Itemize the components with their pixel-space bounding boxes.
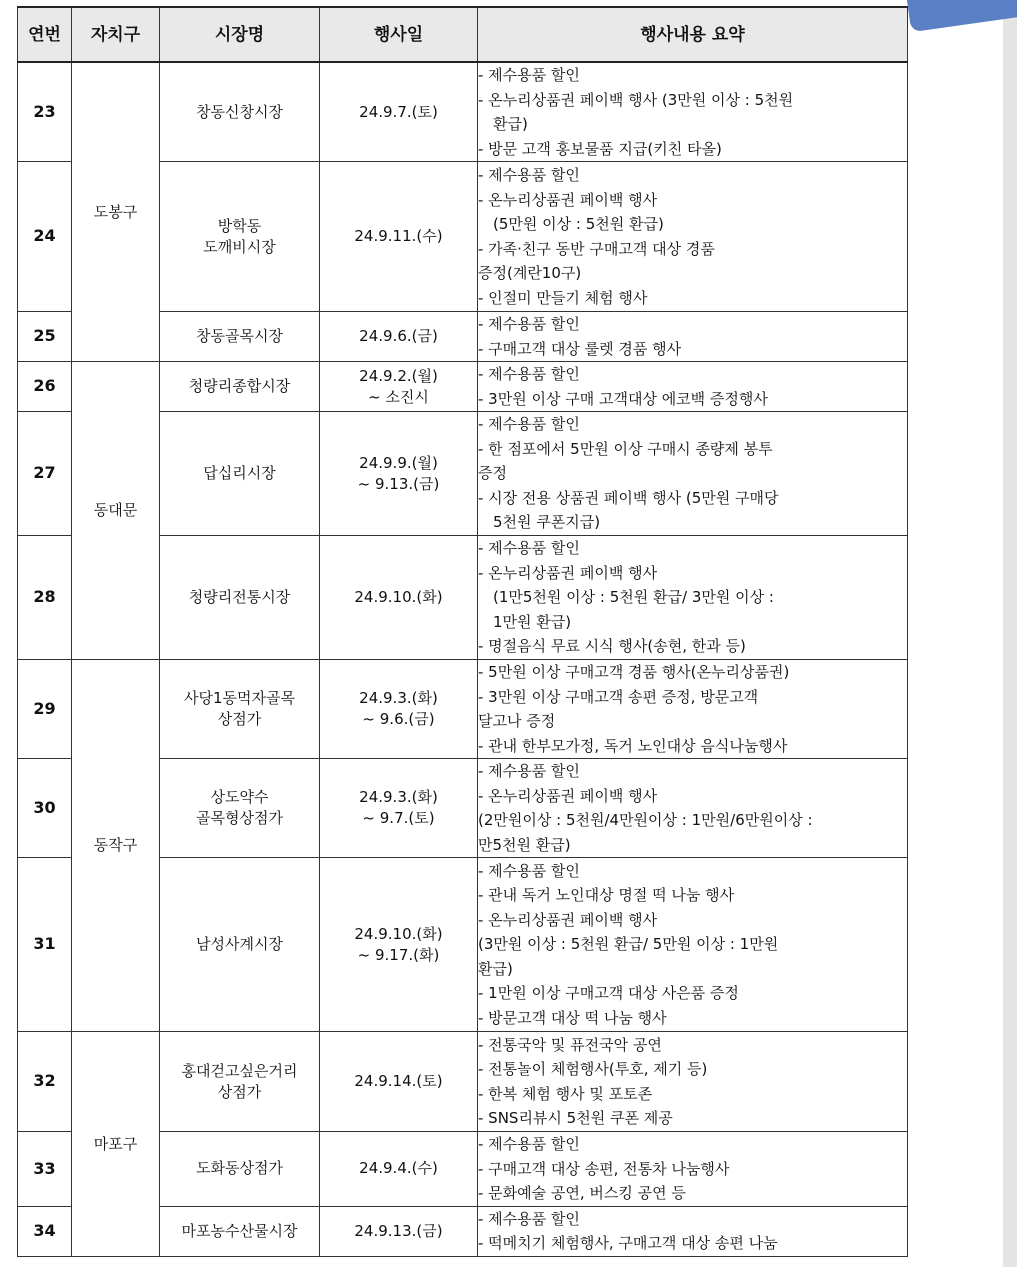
event-summary-cell [478, 162, 908, 312]
header-no: 연번 [18, 7, 72, 62]
summary-line: - 제수용품 할인 [478, 1135, 580, 1153]
row-number: 32 [18, 1032, 72, 1132]
viewer-scroll-margin [1003, 0, 1017, 1267]
event-date-cell [320, 162, 478, 312]
summary-line: 환급) [478, 959, 513, 978]
event-date-line: ~ 9.17.(화) [357, 945, 440, 964]
header-market: 시장명 [160, 7, 320, 62]
market-name-cell [160, 536, 320, 660]
market-name-cell [160, 858, 320, 1032]
header-date: 행사일 [320, 7, 478, 62]
summary-line: - 5만원 이상 구매고객 경품 행사(온누리상품권) [478, 663, 790, 681]
market-name-line: 상점가 [217, 1082, 262, 1101]
event-date-line: 24.9.14.(토) [354, 1072, 443, 1090]
event-summary-cell [478, 62, 908, 162]
summary-line: 증정(계란10구) [478, 264, 582, 282]
event-date-cell [320, 536, 478, 660]
event-summary-cell [478, 536, 908, 660]
summary-line: (1만5천원 이상 : 5천원 환급/ 3만원 이상 : [493, 588, 774, 607]
summary-line: - 관내 독거 노인대상 명절 떡 나눔 행사 [478, 886, 735, 905]
event-summary-cell [478, 1032, 908, 1132]
row-number: 27 [18, 412, 72, 536]
event-date-line: 24.9.9.(월) [359, 453, 438, 472]
event-date-line: 24.9.10.(화) [354, 588, 443, 606]
event-summary-cell [478, 858, 908, 1032]
event-date-line: ~ 9.7.(토) [362, 809, 435, 827]
summary-line: - 전통놀이 체험행사(투호, 제기 등) [478, 1060, 708, 1078]
summary-line: - 온누리상품권 페이백 행사 [478, 190, 658, 209]
summary-line: - 온누리상품권 페이백 행사 [478, 786, 658, 805]
summary-line: - 제수용품 할인 [478, 861, 580, 880]
event-date-cell [320, 412, 478, 536]
row-number: 33 [18, 1132, 72, 1207]
summary-line: - 가족·친구 동반 구매고객 대상 경품 [478, 239, 715, 258]
summary-line: - 3만원 이상 구매 고객대상 에코백 증정행사 [478, 389, 768, 408]
summary-line: - 제수용품 할인 [478, 539, 580, 558]
summary-line: - 제수용품 할인 [478, 66, 580, 84]
summary-line: - 인절미 만들기 체험 행사 [478, 288, 648, 307]
market-name-line: 도깨비시장 [203, 237, 276, 256]
summary-line: 환급) [493, 115, 528, 133]
event-date-cell [320, 312, 478, 362]
event-summary-cell [478, 412, 908, 536]
summary-line: (5만원 이상 : 5천원 환급) [493, 215, 664, 233]
event-date-line: 24.9.3.(화) [359, 689, 438, 707]
summary-line: 증정 [478, 464, 507, 483]
market-name-cell [160, 1032, 320, 1132]
market-name-cell [160, 660, 320, 759]
event-date-cell [320, 759, 478, 858]
table-row [18, 660, 908, 759]
district-cell: 마포구 [72, 1032, 160, 1257]
summary-line: (3만원 이상 : 5천원 환급/ 5만원 이상 : 1만원 [478, 935, 779, 954]
market-name-line: 사당1동먹자골목 [184, 689, 295, 707]
event-date-line: ~ 소진시 [368, 387, 429, 406]
row-number: 24 [18, 162, 72, 312]
market-name-line: 청량리종합시장 [188, 377, 291, 395]
market-name-line: 마포농수산물시장 [181, 1221, 298, 1240]
district-cell: 동작구 [72, 660, 160, 1032]
row-number: 30 [18, 759, 72, 858]
table-row [18, 1032, 908, 1132]
market-name-line: 골목형상점가 [196, 809, 283, 827]
market-name-cell [160, 362, 320, 412]
summary-line: 달고나 증정 [478, 712, 556, 730]
market-name-line: 답십리시장 [203, 464, 276, 482]
market-name-cell [160, 412, 320, 536]
market-name-cell [160, 759, 320, 858]
summary-line: - 1만원 이상 구매고객 대상 사은품 증정 [478, 984, 739, 1003]
event-summary-cell [478, 660, 908, 759]
event-date-cell [320, 362, 478, 412]
market-name-line: 창동신창시장 [196, 102, 283, 121]
table-header-row [18, 7, 908, 62]
summary-line: - 방문고객 대상 떡 나눔 행사 [478, 1008, 667, 1027]
event-date-line: 24.9.11.(수) [354, 227, 443, 245]
summary-line: 5천원 쿠폰지급) [493, 513, 601, 532]
market-name-cell [160, 312, 320, 362]
market-name-line: 청량리전통시장 [188, 588, 291, 606]
event-date-line: 24.9.3.(화) [359, 788, 438, 806]
table-row [18, 362, 908, 412]
market-name-line: 창동골목시장 [196, 327, 283, 345]
event-date-line: 24.9.7.(토) [359, 102, 438, 121]
market-name-line: 남성사계시장 [196, 935, 283, 953]
summary-line: 1만원 환급) [493, 612, 572, 631]
district-cell: 동대문 [72, 362, 160, 660]
market-name-line: 방학동 [217, 216, 262, 235]
summary-line: - 제수용품 할인 [478, 166, 580, 184]
market-name-cell [160, 62, 320, 162]
summary-line: - 방문 고객 홍보물품 지급(키친 타올) [478, 139, 722, 158]
summary-line: - 구매고객 대상 룰렛 경품 행사 [478, 339, 682, 358]
summary-line: - 온누리상품권 페이백 행사 [478, 563, 658, 582]
event-date-line: ~ 9.6.(금) [362, 710, 435, 728]
event-summary-cell [478, 312, 908, 362]
summary-line: - 한복 체험 행사 및 포토존 [478, 1084, 653, 1103]
market-name-line: 홍대걷고싶은거리 [181, 1061, 298, 1080]
event-date-cell [320, 1132, 478, 1207]
summary-line: 만5천원 환급) [478, 835, 571, 854]
event-summary-cell [478, 1206, 908, 1256]
summary-line: - SNS리뷰시 5천원 쿠폰 제공 [478, 1109, 673, 1127]
event-date-cell [320, 660, 478, 759]
summary-line: - 관내 한부모가정, 독거 노인대상 음식나눔행사 [478, 736, 788, 755]
event-date-line: ~ 9.13.(금) [357, 474, 440, 493]
summary-line: - 온누리상품권 페이백 행사 (3만원 이상 : 5천원 [478, 90, 794, 109]
market-name-line: 상도약수 [210, 788, 269, 806]
event-date-line: 24.9.2.(월) [359, 366, 438, 385]
summary-line: - 제수용품 할인 [478, 415, 580, 434]
market-name-line: 도화동상점가 [196, 1159, 283, 1178]
event-date-line: 24.9.10.(화) [354, 924, 443, 943]
event-date-cell [320, 1032, 478, 1132]
summary-line: - 제수용품 할인 [478, 762, 580, 780]
event-date-line: 24.9.4.(수) [359, 1159, 438, 1178]
summary-line: - 떡메치기 체험행사, 구매고객 대상 송편 나눔 [478, 1234, 778, 1252]
summary-line: - 구매고객 대상 송편, 전통차 나눔행사 [478, 1159, 730, 1178]
summary-line: - 한 점포에서 5만원 이상 구매시 종량제 봉투 [478, 439, 773, 458]
row-number: 34 [18, 1206, 72, 1256]
summary-line: - 제수용품 할인 [478, 1209, 580, 1228]
event-date-cell [320, 1206, 478, 1256]
row-number: 26 [18, 362, 72, 412]
summary-line: - 3만원 이상 구매고객 송편 증정, 방문고객 [478, 687, 759, 706]
header-district: 자치구 [72, 7, 160, 62]
market-name-cell [160, 162, 320, 312]
summary-line: - 제수용품 할인 [478, 365, 580, 383]
table-row [18, 62, 908, 162]
summary-line: - 시장 전용 상품권 페이백 행사 (5만원 구매당 [478, 488, 779, 507]
header-summary: 행사내용 요약 [478, 7, 908, 62]
market-name-line: 상점가 [217, 710, 262, 728]
event-date-cell [320, 858, 478, 1032]
summary-line: - 온누리상품권 페이백 행사 [478, 910, 658, 929]
row-number: 31 [18, 858, 72, 1032]
event-summary-cell [478, 362, 908, 412]
district-cell: 도봉구 [72, 62, 160, 362]
row-number: 28 [18, 536, 72, 660]
summary-line: - 제수용품 할인 [478, 315, 580, 333]
market-name-cell [160, 1132, 320, 1207]
event-date-line: 24.9.6.(금) [359, 327, 438, 345]
summary-line: (2만원이상 : 5천원/4만원이상 : 1만원/6만원이상 : [478, 811, 813, 829]
event-summary-cell [478, 1132, 908, 1207]
row-number: 29 [18, 660, 72, 759]
summary-line: - 문화예술 공연, 버스킹 공연 등 [478, 1184, 686, 1202]
event-date-line: 24.9.13.(금) [354, 1221, 443, 1240]
event-date-cell [320, 62, 478, 162]
market-events-table [17, 6, 908, 1257]
summary-line: - 전통국악 및 퓨전국악 공연 [478, 1035, 662, 1054]
event-summary-cell [478, 759, 908, 858]
summary-line: - 명절음식 무료 시식 행사(송현, 한과 등) [478, 637, 746, 656]
row-number: 23 [18, 62, 72, 162]
row-number: 25 [18, 312, 72, 362]
market-name-cell [160, 1206, 320, 1256]
